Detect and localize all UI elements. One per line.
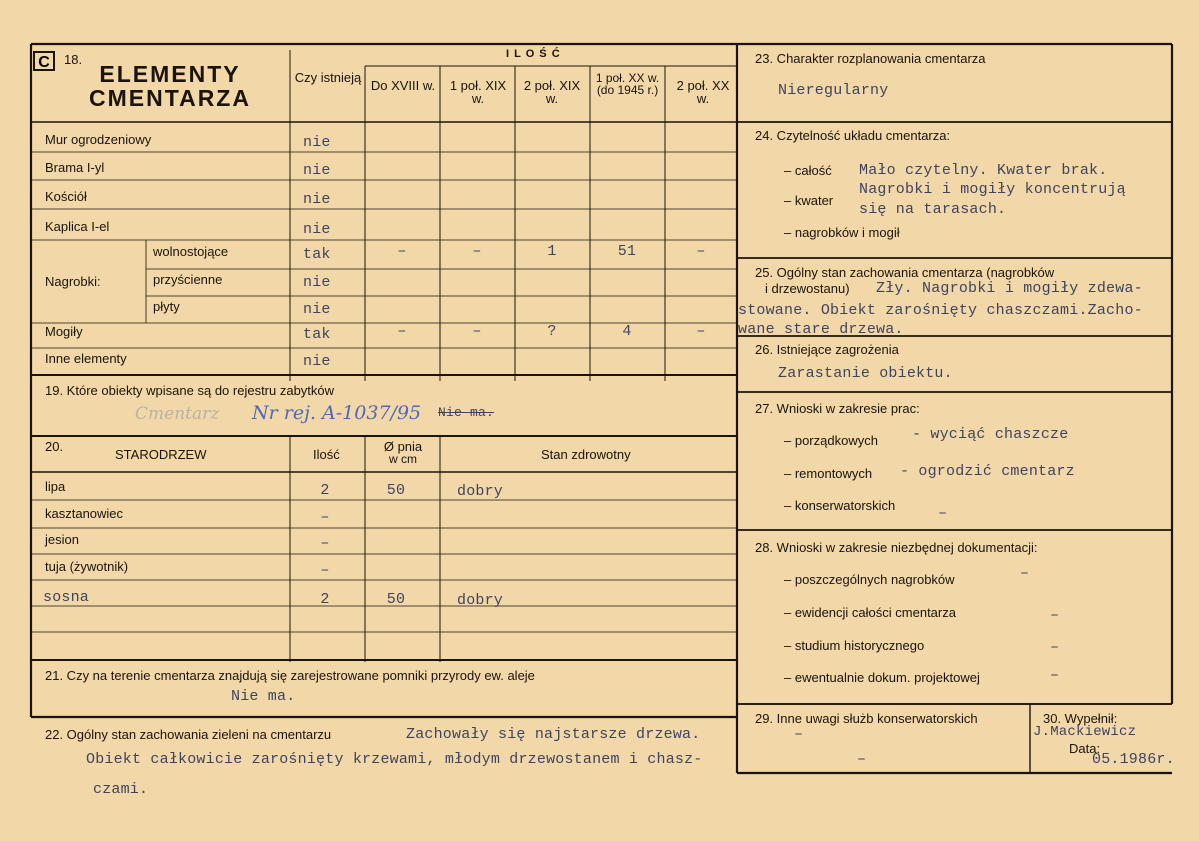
section20-number: 20. <box>45 439 64 454</box>
period-header-5: 2 poł. XX w. <box>676 78 730 106</box>
section24-line2: Nagrobki i mogiły koncentrują <box>859 181 1126 198</box>
element-row-exists: nie <box>303 191 331 208</box>
section19-register-number: Nr rej. A-1037/95 <box>252 402 422 424</box>
section24-line1: Mało czytelny. Kwater brak. <box>859 162 1108 179</box>
section18-number: 18. <box>64 52 83 67</box>
section27-label: 27. Wnioski w zakresie prac: <box>755 401 920 416</box>
element-row-label: Inne elementy <box>45 351 127 366</box>
tree-row-name: jesion <box>45 532 79 547</box>
section27-item-conservation-value: – <box>938 505 948 522</box>
element-row-exists: nie <box>303 134 331 151</box>
element-row-exists: nie <box>303 353 331 370</box>
element-row-label: Brama I-yl <box>45 160 105 175</box>
element-row-count: 4 <box>622 323 632 340</box>
element-row-count: – <box>696 243 706 260</box>
section24-line3: się na tarasach. <box>859 201 1007 218</box>
health-header: Stan zdrowotny <box>541 447 631 462</box>
section19-handwritten-faint: Cmentarz <box>135 404 220 424</box>
section28-item-inventory-label: – ewidencji całości cmentarza <box>784 605 956 620</box>
element-row-exists: tak <box>303 246 331 263</box>
element-row-label: wolnostojące <box>153 244 229 259</box>
element-row-count: 1 <box>547 243 557 260</box>
period-header-3: 2 poł. XIX w. <box>523 78 581 106</box>
tree-row-diameter: 50 <box>386 591 406 608</box>
section27-item-cleanup-label: – porządkowych <box>784 433 878 448</box>
section19-struck-typed: Nie ma. <box>438 405 495 420</box>
date-value: 05.1986r. <box>1092 751 1175 768</box>
date-label: Data: <box>1069 741 1101 756</box>
section22-line2: Obiekt całkowicie zarośnięty krzewami, młodym drzewostanem i chasz- <box>86 751 703 768</box>
tree-row-count: 2 <box>320 482 330 499</box>
tree-row-name: sosna <box>43 589 90 606</box>
section24-label: 24. Czytelność układu cmentarza: <box>755 128 951 143</box>
element-row-label: płyty <box>153 299 180 314</box>
tree-row-name: lipa <box>45 479 66 494</box>
section28-label: 28. Wnioski w zakresie niezbędnej dokumentacji: <box>755 540 1038 555</box>
diameter-header-symbol: Ø pnia <box>383 439 423 454</box>
element-row-label: Mogiły <box>45 324 83 339</box>
section29-label: 29. Inne uwagi służb konserwatorskich <box>755 711 978 726</box>
starodrzew-header: STARODRZEW <box>115 447 207 462</box>
section28-item-inventory-value: – <box>1050 607 1060 624</box>
period-header-4: 1 poł. XX w. (do 1945 r.) <box>595 71 660 97</box>
element-row-count: – <box>696 323 706 340</box>
element-row-label: przyścienne <box>153 272 223 287</box>
diameter-header-unit: w cm <box>389 452 417 466</box>
section27-item-repair-value: - ogrodzić cmentarz <box>900 463 1075 480</box>
section22-line3: czami. <box>93 781 149 798</box>
element-row-exists: nie <box>303 274 331 291</box>
section28-item-project-value: – <box>1050 667 1060 684</box>
element-row-count: – <box>472 323 482 340</box>
tree-row-diameter: 50 <box>386 482 406 499</box>
card-code-box: C <box>33 51 55 71</box>
section24-item-quarters: – kwater <box>784 193 834 208</box>
section18-title <box>60 62 280 110</box>
period-header-2: 1 poł. XIX w. <box>449 78 507 106</box>
section24-item-graves: – nagrobków i mogił <box>784 225 900 240</box>
section23-label: 23. Charakter rozplanowania cmentarza <box>755 51 986 66</box>
section29-dash2: – <box>857 751 867 768</box>
section25-line2: stowane. Obiekt zarośnięty chaszczami.Zacho- <box>738 302 1143 319</box>
element-row-exists: nie <box>303 301 331 318</box>
section30-label: 30. Wypełnił: <box>1043 711 1118 726</box>
element-row-count: 51 <box>617 243 637 260</box>
tree-row-name: kasztanowiec <box>45 506 124 521</box>
section22-label: 22. Ogólny stan zachowania zieleni na cmentarzu <box>45 727 332 742</box>
section27-item-conservation-label: – konserwatorskich <box>784 498 896 513</box>
section26-label: 26. Istniejące zagrożenia <box>755 342 899 357</box>
element-row-label: Mur ogrodzeniowy <box>45 132 152 147</box>
tree-row-count: – <box>320 562 330 579</box>
tree-row-health: dobry <box>457 483 504 500</box>
section25-line1: Zły. Nagrobki i mogiły zdewa- <box>876 280 1143 297</box>
nagrobki-label: Nagrobki: <box>45 274 101 289</box>
section18-title-line2: CMENTARZA <box>89 85 251 112</box>
element-row-count: – <box>472 243 482 260</box>
section22-line1: Zachowały się najstarsze drzewa. <box>406 726 701 743</box>
section21-label: 21. Czy na terenie cmentarza znajdują się zarejestrowane pomniki przyrody ew. aleje <box>45 668 535 683</box>
section29-dash1: – <box>794 726 804 743</box>
element-row-count: – <box>397 243 407 260</box>
tree-row-count: – <box>320 509 330 526</box>
tree-row-name: tuja (żywotnik) <box>45 559 129 574</box>
exists-header: Czy istnieją <box>294 70 362 85</box>
section28-item-history-value: – <box>1050 639 1060 656</box>
ilosc-header: I L O Ś Ć <box>506 48 561 60</box>
section19-label: 19. Które obiekty wpisane są do rejestru zabytków <box>45 383 335 398</box>
section24-item-whole: – całość <box>784 163 832 178</box>
section26-value: Zarastanie obiektu. <box>778 365 953 382</box>
section28-item-history-label: – studium historycznego <box>784 638 925 653</box>
section25-label-line1: 25. Ogólny stan zachowania cmentarza (nagrobków <box>755 265 1055 280</box>
section28-item-project-label: – ewentualnie dokum. projektowej <box>784 670 980 685</box>
section27-item-cleanup-value: - wyciąć chaszcze <box>912 426 1069 443</box>
element-row-label: Kościół <box>45 189 87 204</box>
period-header-1: Do XVIII w. <box>370 78 436 93</box>
diameter-header <box>368 440 438 465</box>
section28-item-graves-value: – <box>1020 565 1030 582</box>
section23-value: Nieregularny <box>778 82 889 99</box>
filled-by-name: J.Mackiewicz <box>1033 724 1137 740</box>
tree-row-count: – <box>320 535 330 552</box>
element-row-count: ? <box>547 323 557 340</box>
section25-line3: wane stare drzewa. <box>738 321 904 338</box>
section25-label-line2: i drzewostanu) <box>765 281 850 296</box>
element-row-exists: nie <box>303 221 331 238</box>
section21-value: Nie ma. <box>231 688 296 705</box>
section28-item-graves-label: – poszczególnych nagrobków <box>784 572 955 587</box>
element-row-exists: tak <box>303 326 331 343</box>
tree-row-health: dobry <box>457 592 504 609</box>
count-header: Ilość <box>313 447 340 462</box>
element-row-count: – <box>397 323 407 340</box>
element-row-exists: nie <box>303 162 331 179</box>
section27-item-repair-label: – remontowych <box>784 466 873 481</box>
element-row-label: Kaplica I-el <box>45 219 110 234</box>
section18-title-line1: ELEMENTY <box>99 61 241 87</box>
tree-row-count: 2 <box>320 591 330 608</box>
